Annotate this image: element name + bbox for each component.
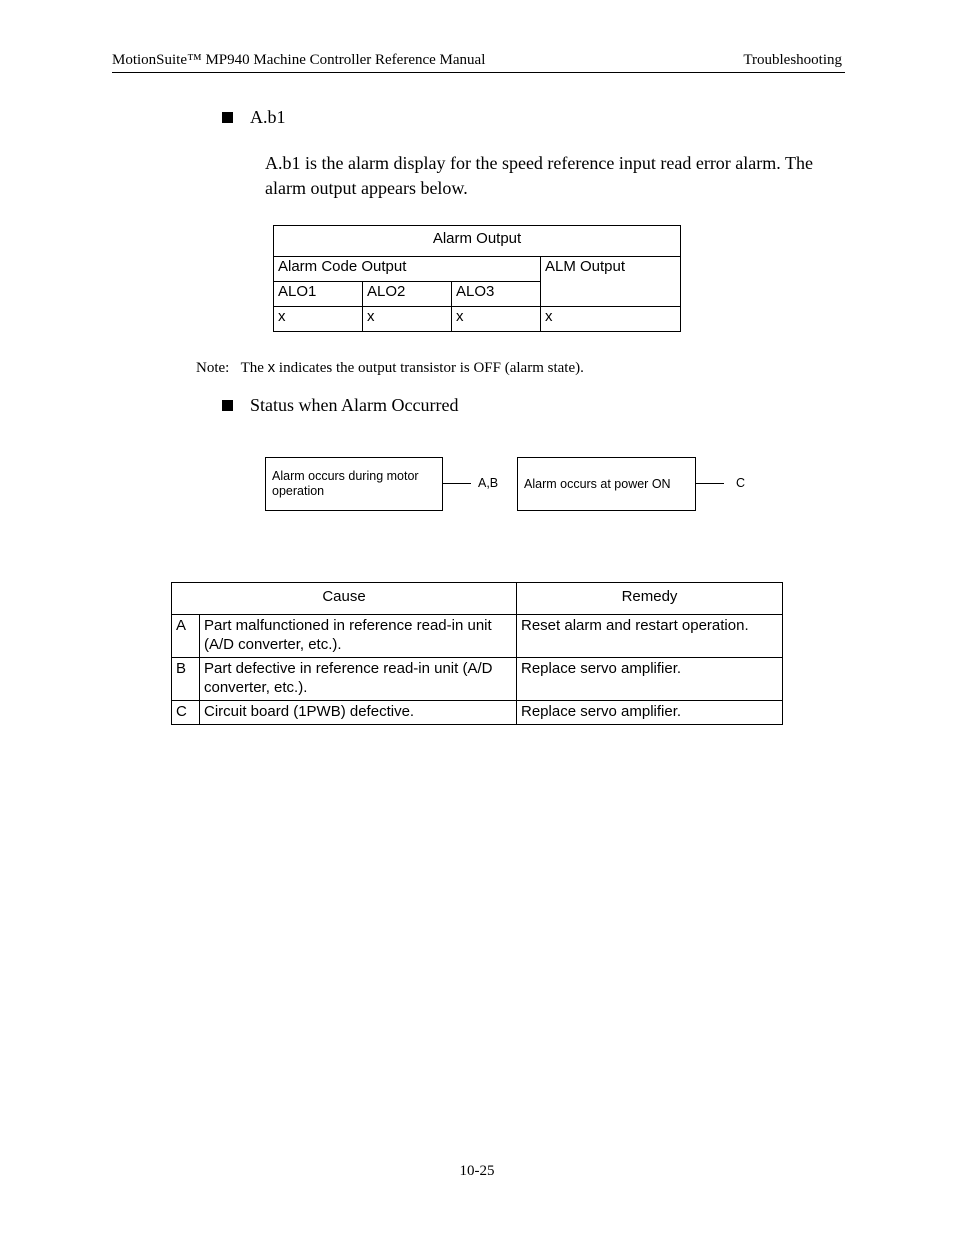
header-section: Troubleshooting xyxy=(743,52,842,68)
page-number: 10-25 xyxy=(459,1163,495,1179)
section-heading-ab1: A.b1 xyxy=(250,107,286,127)
table-row xyxy=(172,615,783,658)
cause-remedy-table xyxy=(171,582,783,725)
alm-output-header: ALM Output xyxy=(541,257,681,307)
alarm-table-title: Alarm Output xyxy=(274,226,681,257)
row-id: B xyxy=(172,658,200,701)
alo1-header: ALO1 xyxy=(274,282,363,307)
alm-value: x xyxy=(541,307,681,332)
row-remedy: Replace servo amplifier. xyxy=(517,701,783,725)
status-connector-line xyxy=(443,483,471,484)
alo2-value: x xyxy=(363,307,452,332)
row-remedy: Replace servo amplifier. xyxy=(517,658,783,701)
table-row xyxy=(172,658,783,701)
alo3-value: x xyxy=(452,307,541,332)
note-prefix: Note: xyxy=(196,360,230,376)
status-box-power-on xyxy=(517,457,696,511)
square-bullet-icon xyxy=(222,400,233,411)
header-title: MotionSuite™ MP940 Machine Controller Reference Manual xyxy=(112,52,486,68)
status-result-c: C xyxy=(736,476,746,490)
section-heading-status: Status when Alarm Occurred xyxy=(250,395,459,415)
status-connector-line xyxy=(696,483,724,484)
alarm-output-table xyxy=(273,225,681,332)
cause-header: Cause xyxy=(172,583,517,615)
row-id: C xyxy=(172,701,200,725)
row-remedy: Reset alarm and restart operation. xyxy=(517,615,783,658)
note-text-after: indicates the output transistor is OFF (alarm state). xyxy=(278,360,584,376)
status-result-ab: A,B xyxy=(478,476,499,490)
section-paragraph: A.b1 is the alarm display for the speed reference input read error alarm. The alarm output appears below. xyxy=(265,153,813,198)
status-box-motor-operation-label: Alarm occurs during motor operation xyxy=(272,469,419,498)
alo1-value: x xyxy=(274,307,363,332)
note xyxy=(196,359,584,377)
status-box-power-on-label: Alarm occurs at power ON xyxy=(524,476,671,491)
square-bullet-icon xyxy=(222,112,233,123)
table-row xyxy=(172,701,783,725)
row-cause: Part defective in reference read-in unit (A/D converter, etc.). xyxy=(200,658,517,701)
row-id: A xyxy=(172,615,200,658)
row-cause: Circuit board (1PWB) defective. xyxy=(200,701,517,725)
alarm-code-output-header: Alarm Code Output xyxy=(274,257,541,282)
note-symbol: x xyxy=(267,359,276,376)
alo3-header: ALO3 xyxy=(452,282,541,307)
row-cause: Part malfunctioned in reference read-in unit (A/D converter, etc.). xyxy=(200,615,517,658)
header-rule xyxy=(112,72,845,73)
note-text-before: The xyxy=(240,360,264,376)
remedy-header: Remedy xyxy=(517,583,783,615)
status-box-motor-operation xyxy=(265,457,443,511)
alo2-header: ALO2 xyxy=(363,282,452,307)
